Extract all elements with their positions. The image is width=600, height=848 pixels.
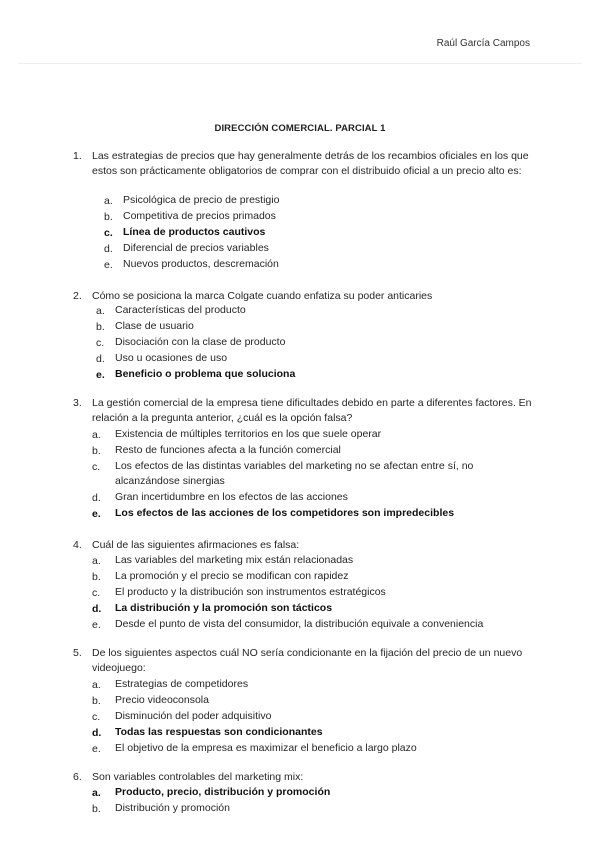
list-item xyxy=(0,459,600,490)
option-text: Beneficio o problema que soluciona xyxy=(115,368,296,380)
option-letter: b. xyxy=(96,321,105,333)
list-item xyxy=(0,569,600,585)
option-text: Desde el punto de vista del consumidor, la distribución equivale a conveniencia xyxy=(115,618,484,630)
question-number: 1. xyxy=(73,150,82,162)
option-text: Los efectos de las distintas variables del marketing no se afectan entre sí, no alcanzándose sinergias xyxy=(115,460,474,487)
option-letter: e. xyxy=(92,743,101,755)
list-item xyxy=(0,319,600,335)
list-item xyxy=(0,585,600,601)
option-text: Existencia de múltiples territorios en los que suele operar xyxy=(115,428,382,440)
option-text: Psicológica de precio de prestigio xyxy=(123,194,280,206)
option-list xyxy=(0,193,600,273)
option-text: Características del producto xyxy=(115,304,246,316)
option-text: Distribución y promoción xyxy=(115,802,230,814)
header-author: Raúl García Campos xyxy=(436,38,530,49)
option-letter: e. xyxy=(92,619,101,631)
list-item xyxy=(0,693,600,709)
option-text: Las variables del marketing mix están relacionadas xyxy=(115,554,354,566)
option-text: Estrategias de competidores xyxy=(115,678,249,690)
option-text: Competitiva de precios primados xyxy=(123,210,276,222)
question-number: 6. xyxy=(73,771,82,783)
option-letter: a. xyxy=(96,305,105,317)
option-letter: b. xyxy=(92,803,101,815)
option-text: Producto, precio, distribución y promoción xyxy=(115,786,331,798)
option-text: Uso u ocasiones de uso xyxy=(115,352,228,364)
option-text: El producto y la distribución son instrumentos estratégicos xyxy=(115,586,386,598)
option-letter: d. xyxy=(96,353,105,365)
option-letter: d. xyxy=(92,603,102,615)
option-letter: c. xyxy=(104,227,113,239)
list-item xyxy=(0,506,600,522)
option-letter: a. xyxy=(92,429,101,441)
option-text: Diferencial de precios variables xyxy=(123,242,269,254)
question-text: De los siguientes aspectos cuál NO sería condicionante en la fijación del precio de un nuevo videojuego: xyxy=(92,647,523,674)
option-letter: b. xyxy=(92,695,101,707)
list-item xyxy=(0,709,600,725)
document-title: DIRECCIÓN COMERCIAL. PARCIAL 1 xyxy=(214,123,386,134)
list-item xyxy=(0,601,600,617)
list-item xyxy=(0,741,600,757)
option-list xyxy=(0,427,600,522)
option-list xyxy=(0,553,600,633)
option-text: La promoción y el precio se modifican con rapidez xyxy=(115,570,349,582)
list-item xyxy=(0,443,600,459)
question-number: 2. xyxy=(73,290,82,302)
list-item xyxy=(0,209,600,225)
list-item xyxy=(0,490,600,506)
header-divider xyxy=(18,63,582,64)
option-letter: a. xyxy=(104,195,113,207)
option-text: Nuevos productos, descremación xyxy=(123,258,279,270)
list-item xyxy=(0,367,600,383)
question-number: 4. xyxy=(73,539,82,551)
list-item xyxy=(0,241,600,257)
option-text: Todas las respuestas son condicionantes xyxy=(115,726,323,738)
option-text: Precio videoconsola xyxy=(115,694,209,706)
list-item xyxy=(0,617,600,633)
question-number: 3. xyxy=(73,397,82,409)
option-text: Resto de funciones afecta a la función comercial xyxy=(115,444,341,456)
option-text: Disminución del poder adquisitivo xyxy=(115,710,272,722)
list-item xyxy=(0,677,600,693)
list-item xyxy=(0,303,600,319)
question-text: Cómo se posiciona la marca Colgate cuando enfatiza su poder anticaries xyxy=(92,290,433,302)
list-item xyxy=(0,193,600,209)
option-letter: a. xyxy=(92,679,101,691)
option-list xyxy=(0,785,600,817)
option-letter: c. xyxy=(92,587,101,599)
option-text: La distribución y la promoción son tácticos xyxy=(115,602,333,614)
option-letter: c. xyxy=(92,711,101,723)
option-letter: e. xyxy=(104,259,113,271)
question-text: Las estrategias de precios que hay generalmente detrás de los recambios oficiales en los que estos son prácticamente obligatorios de comprar con el distribuido oficial a un precio alto es: xyxy=(92,150,529,177)
list-item xyxy=(0,725,600,741)
option-letter: b. xyxy=(92,571,101,583)
option-text: Clase de usuario xyxy=(115,320,194,332)
option-letter: d. xyxy=(92,727,102,739)
question-number: 5. xyxy=(73,647,82,659)
option-letter: d. xyxy=(92,492,101,504)
list-item xyxy=(0,225,600,241)
question-text: Son variables controlables del marketing mix: xyxy=(92,771,304,783)
option-letter: b. xyxy=(92,445,101,457)
option-letter: e. xyxy=(96,369,105,381)
option-letter: c. xyxy=(92,461,101,473)
option-letter: a. xyxy=(92,555,101,567)
option-text: Disociación con la clase de producto xyxy=(115,336,286,348)
option-text: Los efectos de las acciones de los competidores son impredecibles xyxy=(115,507,455,519)
option-letter: c. xyxy=(96,337,105,349)
option-list xyxy=(0,303,600,383)
option-text: El objetivo de la empresa es maximizar el beneficio a largo plazo xyxy=(115,742,417,754)
option-letter: a. xyxy=(92,787,101,799)
list-item xyxy=(0,351,600,367)
option-letter: b. xyxy=(104,211,113,223)
list-item xyxy=(0,335,600,351)
option-letter: e. xyxy=(92,508,101,520)
list-item xyxy=(0,801,600,817)
list-item xyxy=(0,427,600,443)
question-text: Cuál de las siguientes afirmaciones es falsa: xyxy=(92,539,300,551)
list-item xyxy=(0,785,600,801)
option-text: Línea de productos cautivos xyxy=(123,226,266,238)
question-text: La gestión comercial de la empresa tiene dificultades debido en parte a diferentes factores. En relación a la pregunta anterior, ¿cuál es la opción falsa? xyxy=(92,397,532,424)
list-item xyxy=(0,553,600,569)
option-letter: d. xyxy=(104,243,113,255)
option-text: Gran incertidumbre en los efectos de las acciones xyxy=(115,491,348,503)
option-list xyxy=(0,677,600,757)
list-item xyxy=(0,257,600,273)
